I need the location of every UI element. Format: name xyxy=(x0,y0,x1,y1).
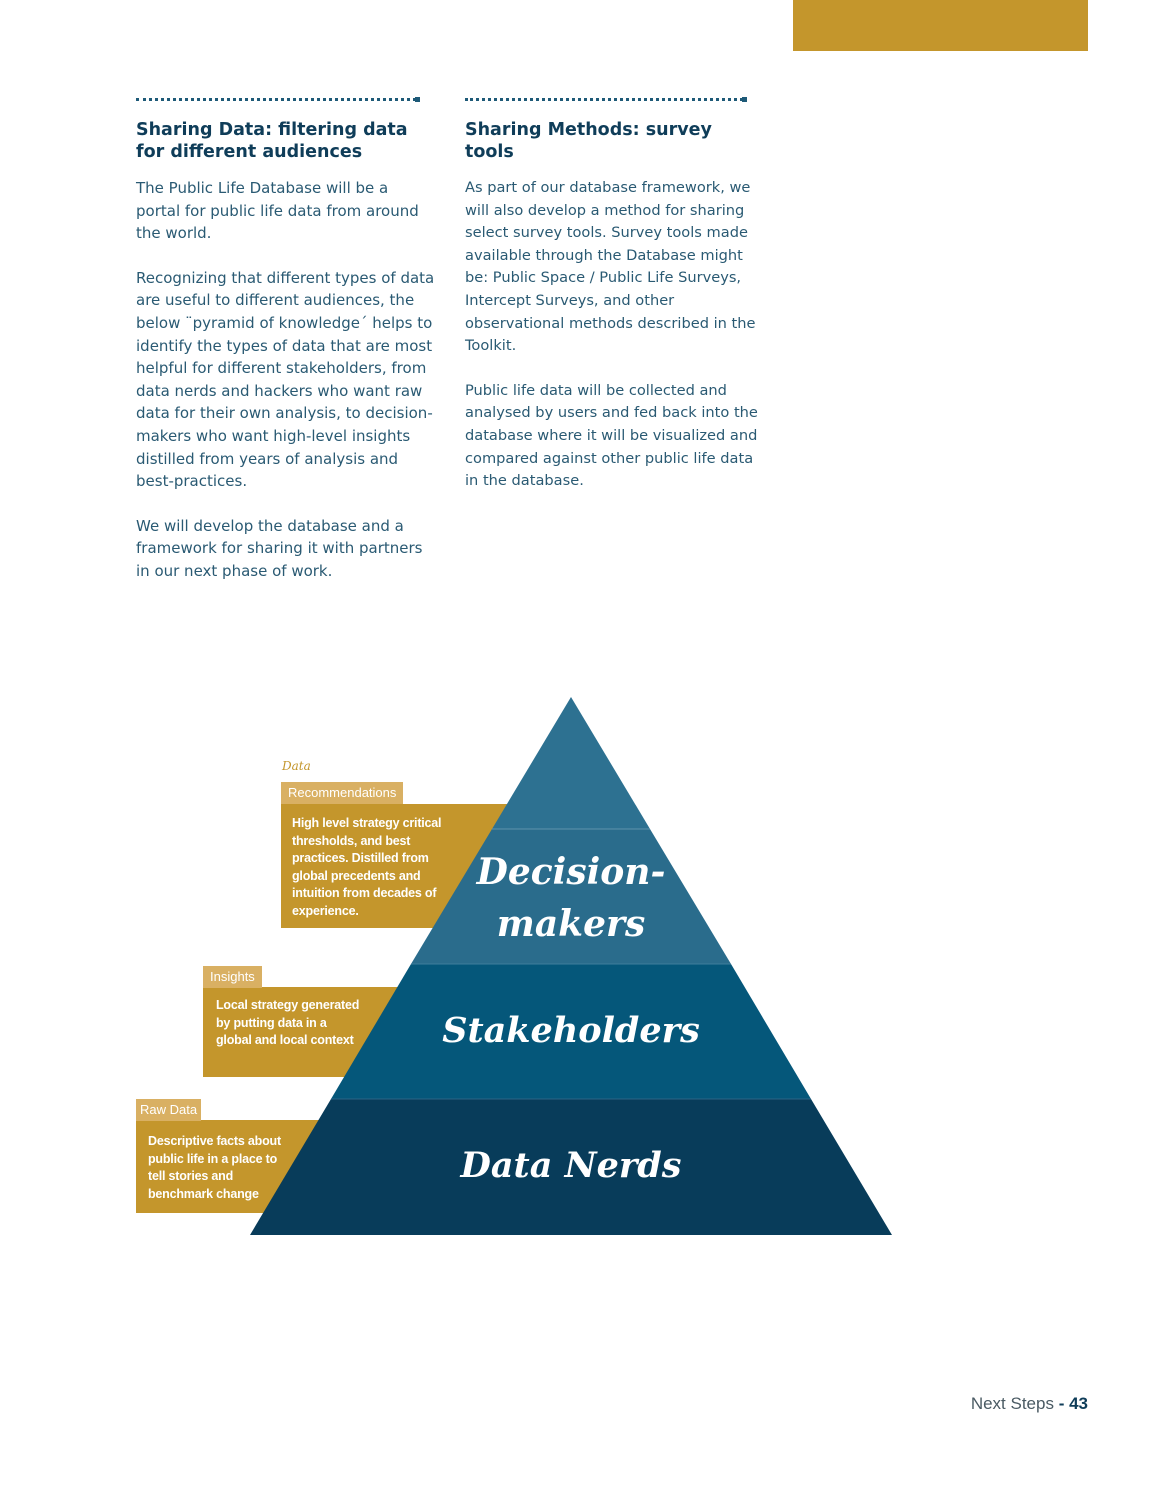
raw-data-tag: Raw Data xyxy=(136,1099,201,1121)
recommendations-description: High level strategy critical thresholds, and best practices. Distilled from global precedents and intuition from decades of experience. xyxy=(292,816,442,918)
left-paragraph-1: The Public Life Database will be a portal for public life data from around the world. xyxy=(136,179,419,243)
pyramid-top-label: Data xyxy=(282,759,311,773)
right-heading: Sharing Methods: survey tools xyxy=(465,120,712,162)
left-heading: Sharing Data: filtering data for different audiences xyxy=(136,120,408,162)
footer-separator: - xyxy=(1053,1394,1070,1413)
insights-tag: Insights xyxy=(203,966,262,988)
tier-label-data-nerds: Data Nerds xyxy=(460,1145,682,1186)
right-paragraph-1: As part of our database framework, we will also develop a method for sharing select survey tools. Survey tools made available through the Database might be: Public Space / Public Life Surveys, Intercept Surveys, and other observational methods described in the Toolkit. xyxy=(465,179,756,355)
tier-label-decision-line2: makers xyxy=(496,903,646,945)
left-paragraph-2: Recognizing that different types of data are useful to different audiences, the below ¨pyramid of knowledge´ helps to identify the types of data that are most helpful for different stakeholders, from data nerds and hackers who want raw data for their own analysis, to decision-makers who want high-level insights distilled from years of analysis and best-practices. xyxy=(136,268,435,491)
page-number: 43 xyxy=(1069,1394,1088,1413)
recommendations-tag: Recommendations xyxy=(281,782,403,804)
right-paragraph-2: Public life data will be collected and analysed by users and fed back into the database where it will be visualized and compared against other public life data in the database. xyxy=(465,381,758,490)
insights-description: Local strategy generated by putting data in a global and local context xyxy=(216,998,360,1047)
footer-section: Next Steps xyxy=(970,1394,1054,1413)
tier-label-decision-line1: Decision- xyxy=(476,851,666,893)
raw-data-description: Descriptive facts about public life in a place to tell stories and benchmark change xyxy=(148,1134,281,1201)
pyramid-apex xyxy=(492,697,650,829)
left-paragraph-3: We will develop the database and a framework for sharing it with partners in our next phase of work. xyxy=(136,516,423,580)
tier-label-stakeholders: Stakeholders xyxy=(442,1010,700,1051)
page-footer xyxy=(971,1394,1088,1414)
